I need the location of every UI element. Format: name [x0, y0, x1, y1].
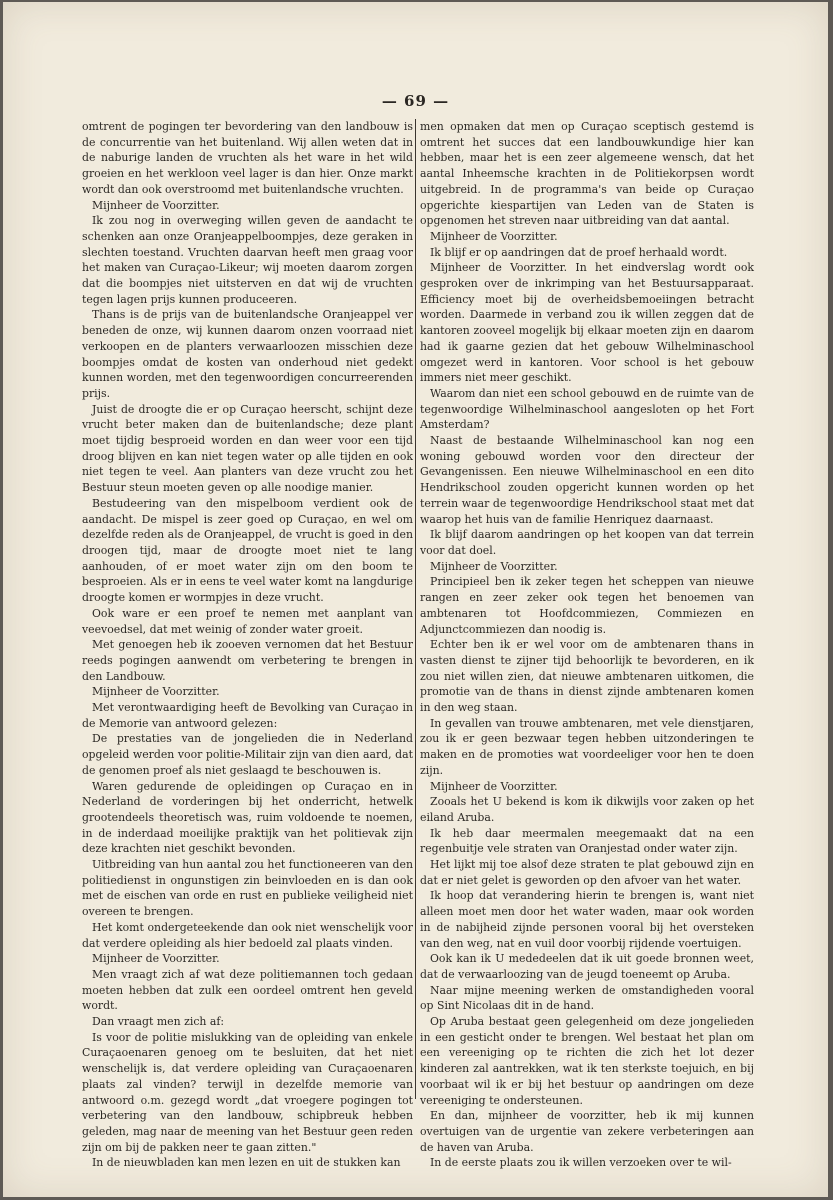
- paragraph: De prestaties van de jongelieden die in Nederland opgeleid werden voor politie-Militair zijn van dien aard, dat de genomen proef als niet geslaagd te beschouwen is.: [82, 732, 413, 777]
- paragraph: Het komt ondergeteekende dan ook niet wenschelijk voor dat verdere opleiding als hier bedoeld zal plaats vinden.: [82, 920, 413, 950]
- paragraph: Mijnheer de Voorzitter. In het eindverslag wordt ook gesproken over de inkrimping van het Bestuursapparaat. Efficiency moet bij de overheidsbemoeiingen betracht worden. Daarmede in verband zou ik willen zeggen dat de kantoren zooveel mogelijk bij elkaar moeten zijn en daarom had ik gaarne gezien dat het gebouw Wilhelminaschool omgezet werd in kantoren. Voor school is het gebouw immers niet meer geschikt.: [420, 261, 754, 385]
- paragraph: Thans is de prijs van de buitenlandsche Oranjeappel ver beneden de onze, wij kunnen daarom onzen voorraad niet verkoopen en de planters verwaarloozen misschien deze boompjes omdat de kosten van onderhoud niet gedekt kunnen worden, met den tegenwoordigen concurreerenden prijs.: [82, 308, 413, 400]
- paragraph: Waren gedurende de opleidingen op Curaçao en in Nederland de vorderingen bij het onderricht, hetwelk grootendeels theoretisch was, ruim voldoende te noemen, in de inderdaad moeilijke praktijk van het politievak zijn deze krachten niet geschikt bevonden.: [82, 779, 413, 856]
- paragraph: Ik blijf daarom aandringen op het koopen van dat terrein voor dat doel.: [420, 528, 754, 557]
- paragraph: Ik heb daar meermalen meegemaakt dat na een regenbuitje vele straten van Oranjestad onder water zijn.: [420, 826, 754, 856]
- right-column: [420, 119, 754, 1171]
- paragraph: Naast de bestaande Wilhelminaschool kan nog een woning gebouwd worden voor den directeur der Gevangenissen. Een nieuwe Wilhelminaschool en een dito Hendrikschool zouden opgericht kunnen worden op het terrein waar de tegenwoordige Hendrikschool staat met dat waarop het huis van de familie Henriquez daarnaast.: [420, 434, 754, 526]
- paragraph: Uitbreiding van hun aantal zou het functioneeren van den politiedienst in ongunstigen zin beinvloeden en is dan ook met de eischen van orde en rust en publieke veiligheid niet overeen te brengen.: [82, 858, 413, 919]
- paragraph: omtrent de pogingen ter bevordering van den landbouw is de concurrentie van het buitenland. Wij allen weten dat in de naburige landen de vruchten als het ware in het wild groeien en het werkloon veel lager is dan hier. Onze markt wordt dan ook overstroomd met buitenlandsche vruchten.: [82, 120, 413, 196]
- paragraph: Mijnheer de Voorzitter.: [92, 198, 220, 212]
- paragraph: Ook kan ik U mededeelen dat ik uit goede bronnen weet, dat de verwaarloozing van de jeugd toeneemt op Aruba.: [420, 952, 754, 981]
- paragraph: En dan, mijnheer de voorzitter, heb ik mij kunnen overtuigen van de urgentie van zekere verbeteringen aan de haven van Aruba.: [420, 1109, 754, 1154]
- paragraph: Men vraagt zich af wat deze politiemannen toch gedaan moeten hebben dat zulk een oordeel omtrent hen geveld wordt.: [82, 967, 413, 1013]
- paragraph: Het lijkt mij toe alsof deze straten te plat gebouwd zijn en dat er niet gelet is geworden op den afvoer van het water.: [420, 858, 754, 887]
- paragraph: Met verontwaardiging heeft de Bevolking van Curaçao in de Memorie van antwoord gelezen:: [82, 701, 413, 730]
- paragraph: Naar mijne meening werken de omstandigheden vooral op Sint Nicolaas dit in de hand.: [420, 983, 754, 1013]
- paragraph: Mijnheer de Voorzitter.: [92, 952, 220, 966]
- paragraph: Waarom dan niet een school gebouwd en de ruimte van de tegenwoordige Wilhelminaschool aangesloten op het Fort Amsterdam?: [420, 386, 754, 432]
- paragraph: Mijnheer de Voorzitter.: [430, 779, 558, 793]
- paragraph: Is voor de politie mislukking van de opleiding van enkele Curaçaoenaren genoeg om te besluiten, dat het niet wenschelijk is, dat verdere opleiding van Curaçaoenaren plaats zal vinden? terwijl in dezelfde memorie van antwoord o.m. gezegd wordt „dat vroegere pogingen tot verbetering van den landbouw, schipbreuk hebben geleden, mag naar de meening van het Bestuur geen reden zijn om bij de pakken neer te gaan zitten.": [82, 1030, 413, 1154]
- paragraph: Ook ware er een proef te nemen met aanplant van veevoedsel, dat met weinig of zonder water groeit.: [82, 606, 413, 636]
- paragraph: In de eerste plaats zou ik willen verzoeken over te wil-: [430, 1156, 732, 1170]
- document-page: [3, 2, 828, 1197]
- column-divider: [415, 119, 416, 1099]
- paragraph: Met genoegen heb ik zooeven vernomen dat het Bestuur reeds pogingen aanwendt om verbetering te brengen in den Landbouw.: [82, 638, 413, 683]
- paragraph: Dan vraagt men zich af:: [92, 1015, 225, 1029]
- paragraph: men opmaken dat men op Curaçao sceptisch gestemd is omtrent het succes dat een landbouwkundige hier kan hebben, maar het is een zeer algemeene wensch, dat het aantal Inheemsche krachten in de Politiekorpsen wordt uitgebreid. In de programma's van beide op Curaçao opgerichte kiespartijen van Leden van de Staten is opgenomen het streven naar uitbreiding van dat aantal.: [420, 120, 754, 228]
- page-number: — 69 —: [381, 92, 450, 110]
- paragraph: Echter ben ik er wel voor om de ambtenaren thans in vasten dienst te zijner tijd behoorlijk te bevorderen, en ik zou niet willen zien, dat nieuwe ambtenaren uitkomen, die promotie van de thans in dienst zijnde ambtenaren komen in den weg staan.: [420, 638, 754, 715]
- paragraph: Principieel ben ik zeker tegen het scheppen van nieuwe rangen en zeer zeker ook tegen het benoemen van ambtenaren tot Hoofdcommiezen, Commiezen en Adjunctcommiezen dan noodig is.: [420, 575, 754, 636]
- paragraph: Bestudeering van den mispelboom verdient ook de aandacht. De mispel is zeer goed op Curaçao, en wel om dezelfde reden als de Oranjeappel, de vrucht is goed in den droogen tijd, maar de droogte moet niet te lang aanhouden, of er moet water zijn om den boom te besproeien. Als er in eens te veel water komt na langdurige droogte komen er wormpjes in deze vrucht.: [82, 496, 413, 605]
- left-column: [82, 119, 413, 1171]
- paragraph: Op Aruba bestaat geen gelegenheid om deze jongelieden in een gesticht onder te brengen. Wel bestaat het plan om een vereeniging op te richten die zich het lot dezer kinderen zal aantrekken, wat ik ten sterkste toejuich, en bij voorbaat wil ik er bij het bestuur op aandringen om deze vereeniging te ondersteunen.: [420, 1015, 754, 1107]
- paragraph: Mijnheer de Voorzitter.: [92, 685, 220, 699]
- paragraph: Ik blijf er op aandringen dat de proef herhaald wordt.: [430, 245, 728, 259]
- paragraph: In gevallen van trouwe ambtenaren, met vele dienstjaren, zou ik er geen bezwaar tegen hebben uitzonderingen te maken en de promoties wat voordeeliger voor hen te doen zijn.: [420, 716, 754, 777]
- paragraph: Juist de droogte die er op Curaçao heerscht, schijnt deze vrucht beter maken dan de buitenlandsche; deze plant moet tijdig besproeid worden en dan weer voor een tijd droog blijven en kan niet tegen water op alle tijden en ook niet tegen te veel. Aan planters van deze vrucht zou het Bestuur steun moeten geven op alle noodige manier.: [82, 402, 413, 495]
- paragraph: Ik zou nog in overweging willen geven de aandacht te schenken aan onze Oranjeappelboompjes, deze geraken in slechten toestand. Vruchten daarvan heeft men graag voor het maken van Curaçao-Likeur; wij moeten daarom zorgen dat die boompjes niet uitsterven en dat wij de vruchten tegen lagen prijs kunnen produceeren.: [82, 214, 413, 306]
- paragraph: Ik hoop dat verandering hierin te brengen is, want niet alleen moet men door het water waden, maar ook worden in de nabijheid zijnde personen vooral bij het oversteken van den weg, nat en vuil door voorbij rijdende voertuigen.: [420, 889, 754, 950]
- paragraph: Zooals het U bekend is kom ik dikwijls voor zaken op het eiland Aruba.: [420, 795, 754, 824]
- paragraph: In de nieuwbladen kan men lezen en uit de stukken kan: [92, 1156, 401, 1170]
- paragraph: Mijnheer de Voorzitter.: [430, 559, 558, 573]
- paragraph: Mijnheer de Voorzitter.: [430, 229, 558, 243]
